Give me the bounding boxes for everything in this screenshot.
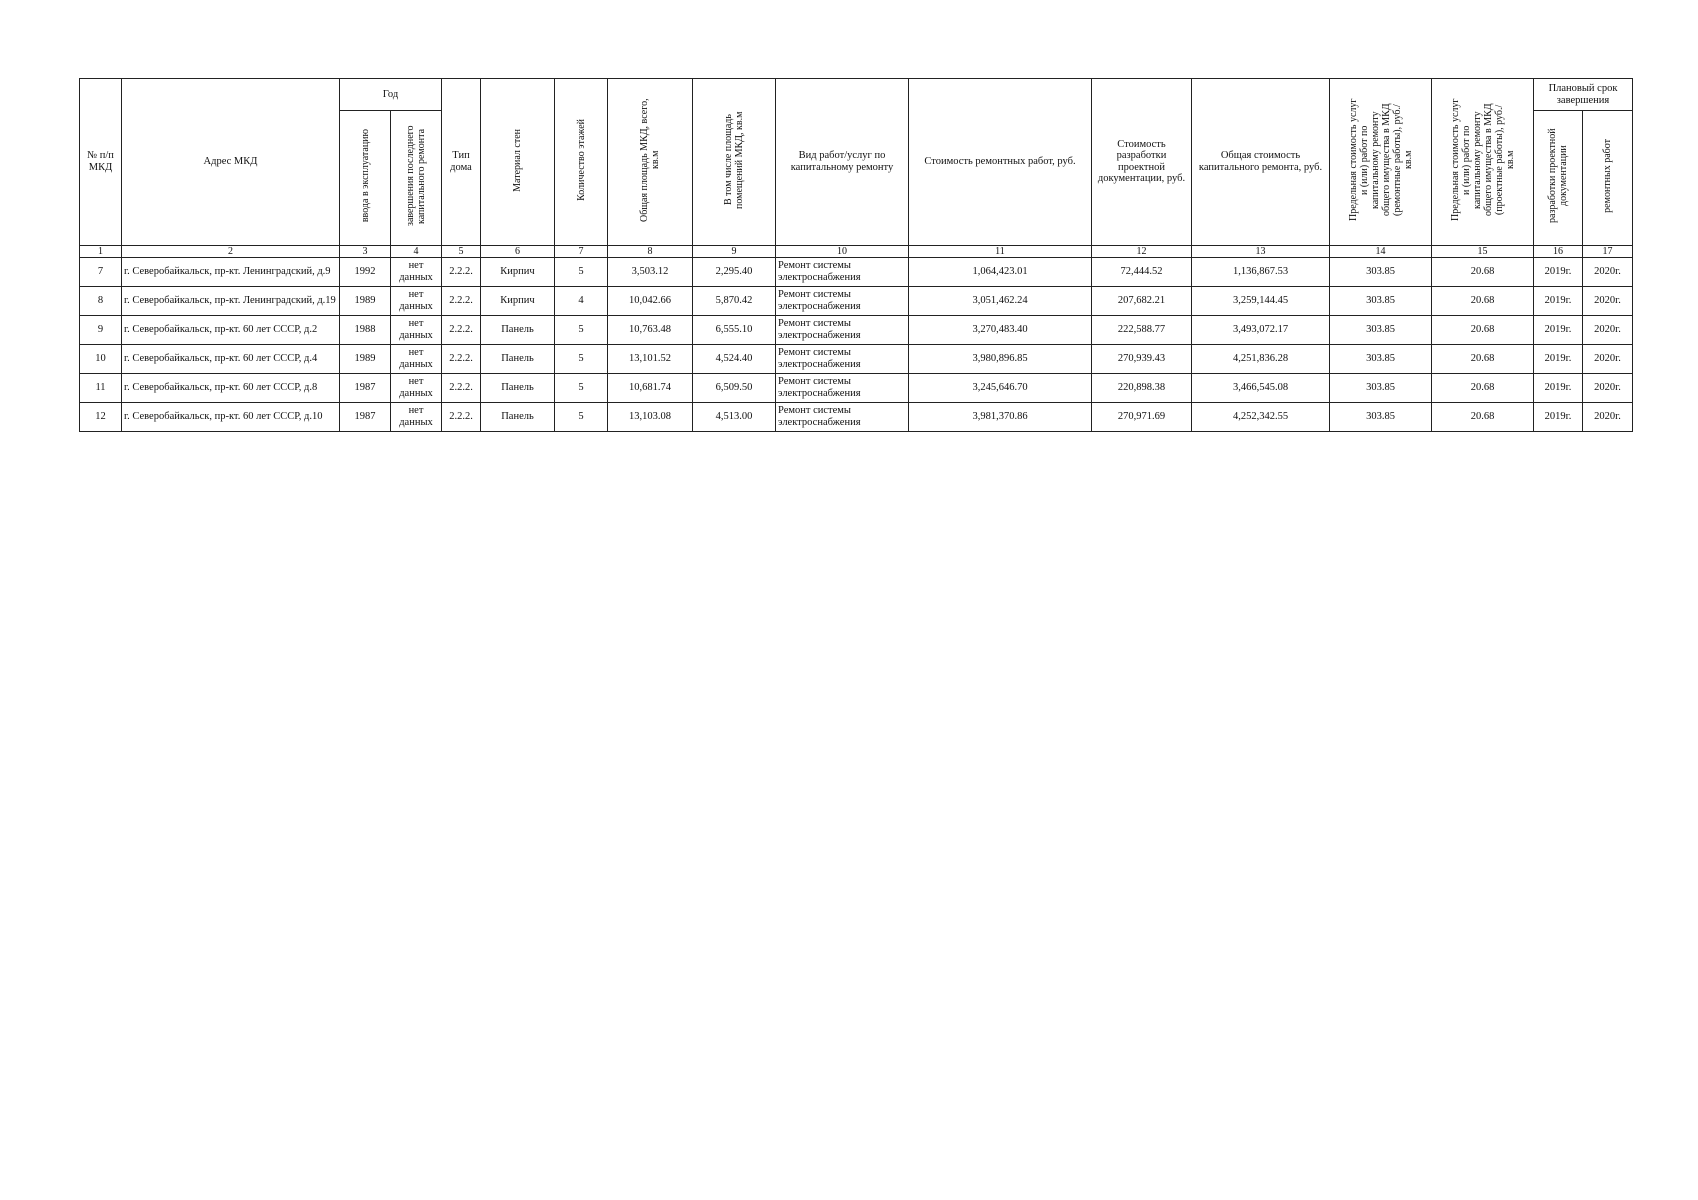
deadline-design-cell: 2019г. — [1534, 286, 1583, 315]
repair-cost-cell: 3,051,462.24 — [909, 286, 1092, 315]
address-cell: г. Северобайкальск, пр-кт. 60 лет СССР, д.4 — [122, 344, 340, 373]
row-number: 7 — [80, 257, 122, 286]
total-cost-cell: 1,136,867.53 — [1192, 257, 1330, 286]
column-number: 1 — [80, 245, 122, 257]
column-number: 16 — [1534, 245, 1583, 257]
work-type-cell: Ремонт системы электроснабжения — [776, 373, 909, 402]
column-number: 17 — [1583, 245, 1633, 257]
table-row — [80, 315, 1633, 344]
column-number: 10 — [776, 245, 909, 257]
limit-design-cell: 20.68 — [1432, 315, 1534, 344]
column-number: 15 — [1432, 245, 1534, 257]
column-number: 13 — [1192, 245, 1330, 257]
house-type-cell: 2.2.2. — [442, 286, 481, 315]
total-area-cell: 3,503.12 — [608, 257, 693, 286]
limit-repair-cell: 303.85 — [1330, 402, 1432, 431]
limit-repair-cell: 303.85 — [1330, 373, 1432, 402]
column-number: 2 — [122, 245, 340, 257]
year-commission-cell: 1988 — [340, 315, 391, 344]
header-deadline-design: разработки проектной документации — [1534, 111, 1583, 246]
design-cost-cell: 72,444.52 — [1092, 257, 1192, 286]
year-commission-cell: 1987 — [340, 373, 391, 402]
header-deadline-repair: ремонтных работ — [1583, 111, 1633, 246]
header-year: Год — [340, 79, 442, 111]
work-type-cell: Ремонт системы электроснабжения — [776, 315, 909, 344]
limit-repair-cell: 303.85 — [1330, 257, 1432, 286]
address-cell: г. Северобайкальск, пр-кт. 60 лет СССР, д.2 — [122, 315, 340, 344]
year-commission-cell: 1989 — [340, 344, 391, 373]
address-cell: г. Северобайкальск, пр-кт. 60 лет СССР, д.10 — [122, 402, 340, 431]
wall-material-cell: Панель — [481, 344, 555, 373]
total-area-cell: 13,101.52 — [608, 344, 693, 373]
limit-repair-cell: 303.85 — [1330, 344, 1432, 373]
premises-area-cell: 6,509.50 — [693, 373, 776, 402]
total-cost-cell: 3,466,545.08 — [1192, 373, 1330, 402]
header-year-last-repair: завершения последнего капитального ремонта — [391, 111, 442, 246]
header-total-area: Общая площадь МКД, всего, кв.м — [608, 79, 693, 246]
total-cost-cell: 3,493,072.17 — [1192, 315, 1330, 344]
year-commission-cell: 1989 — [340, 286, 391, 315]
header-floors: Количество этажей — [555, 79, 608, 246]
premises-area-cell: 2,295.40 — [693, 257, 776, 286]
header-work-type: Вид работ/услуг по капитальному ремонту — [776, 79, 909, 246]
house-type-cell: 2.2.2. — [442, 344, 481, 373]
wall-material-cell: Панель — [481, 315, 555, 344]
limit-repair-cell: 303.85 — [1330, 315, 1432, 344]
header-deadline: Плановый срок завершения — [1534, 79, 1633, 111]
table-row — [80, 402, 1633, 431]
row-number: 12 — [80, 402, 122, 431]
header-repair-cost: Стоимость ремонтных работ, руб. — [909, 79, 1092, 246]
wall-material-cell: Панель — [481, 373, 555, 402]
repair-cost-cell: 3,980,896.85 — [909, 344, 1092, 373]
header-premises-area: В том числе площадь помещений МКД, кв.м — [693, 79, 776, 246]
deadline-repair-cell: 2020г. — [1583, 315, 1633, 344]
total-area-cell: 10,042.66 — [608, 286, 693, 315]
premises-area-cell: 6,555.10 — [693, 315, 776, 344]
column-number-row — [80, 245, 1633, 257]
table-row — [80, 373, 1633, 402]
deadline-repair-cell: 2020г. — [1583, 257, 1633, 286]
deadline-repair-cell: 2020г. — [1583, 373, 1633, 402]
total-cost-cell: 4,252,342.55 — [1192, 402, 1330, 431]
total-area-cell: 10,681.74 — [608, 373, 693, 402]
document-page — [79, 78, 1632, 432]
repair-cost-cell: 3,245,646.70 — [909, 373, 1092, 402]
house-type-cell: 2.2.2. — [442, 257, 481, 286]
header-wall-material: Материал стен — [481, 79, 555, 246]
floors-cell: 5 — [555, 402, 608, 431]
total-area-cell: 10,763.48 — [608, 315, 693, 344]
deadline-repair-cell: 2020г. — [1583, 286, 1633, 315]
address-cell: г. Северобайкальск, пр-кт. 60 лет СССР, д.8 — [122, 373, 340, 402]
deadline-design-cell: 2019г. — [1534, 315, 1583, 344]
year-commission-cell: 1987 — [340, 402, 391, 431]
capital-repair-table — [79, 78, 1633, 432]
header-address: Адрес МКД — [122, 79, 340, 246]
design-cost-cell: 207,682.21 — [1092, 286, 1192, 315]
table-row — [80, 257, 1633, 286]
limit-design-cell: 20.68 — [1432, 402, 1534, 431]
floors-cell: 5 — [555, 257, 608, 286]
column-number: 3 — [340, 245, 391, 257]
table-row — [80, 286, 1633, 315]
header-limit-design: Предельная стоимость услуг и (или) работ по капитальному ремонту общего имущества в МКД (проектные работы), руб./кв.м — [1432, 79, 1534, 246]
premises-area-cell: 4,513.00 — [693, 402, 776, 431]
year-last-repair-cell: нет данных — [391, 286, 442, 315]
floors-cell: 5 — [555, 344, 608, 373]
house-type-cell: 2.2.2. — [442, 373, 481, 402]
work-type-cell: Ремонт системы электроснабжения — [776, 402, 909, 431]
header-total-cost: Общая стоимость капитального ремонта, руб. — [1192, 79, 1330, 246]
premises-area-cell: 5,870.42 — [693, 286, 776, 315]
deadline-design-cell: 2019г. — [1534, 373, 1583, 402]
table-body — [80, 257, 1633, 431]
wall-material-cell: Панель — [481, 402, 555, 431]
design-cost-cell: 270,939.43 — [1092, 344, 1192, 373]
wall-material-cell: Кирпич — [481, 257, 555, 286]
year-last-repair-cell: нет данных — [391, 402, 442, 431]
design-cost-cell: 222,588.77 — [1092, 315, 1192, 344]
year-last-repair-cell: нет данных — [391, 344, 442, 373]
wall-material-cell: Кирпич — [481, 286, 555, 315]
address-cell: г. Северобайкальск, пр-кт. Ленинградский, д.19 — [122, 286, 340, 315]
floors-cell: 5 — [555, 373, 608, 402]
work-type-cell: Ремонт системы электроснабжения — [776, 257, 909, 286]
total-cost-cell: 3,259,144.45 — [1192, 286, 1330, 315]
year-commission-cell: 1992 — [340, 257, 391, 286]
total-cost-cell: 4,251,836.28 — [1192, 344, 1330, 373]
total-area-cell: 13,103.08 — [608, 402, 693, 431]
design-cost-cell: 220,898.38 — [1092, 373, 1192, 402]
row-number: 11 — [80, 373, 122, 402]
address-cell: г. Северобайкальск, пр-кт. Ленинградский, д.9 — [122, 257, 340, 286]
limit-design-cell: 20.68 — [1432, 344, 1534, 373]
row-number: 9 — [80, 315, 122, 344]
limit-design-cell: 20.68 — [1432, 257, 1534, 286]
column-number: 14 — [1330, 245, 1432, 257]
deadline-design-cell: 2019г. — [1534, 402, 1583, 431]
row-number: 10 — [80, 344, 122, 373]
deadline-design-cell: 2019г. — [1534, 344, 1583, 373]
column-number: 4 — [391, 245, 442, 257]
header-year-commission: ввода в эксплуатацию — [340, 111, 391, 246]
work-type-cell: Ремонт системы электроснабжения — [776, 344, 909, 373]
year-last-repair-cell: нет данных — [391, 257, 442, 286]
year-last-repair-cell: нет данных — [391, 373, 442, 402]
column-number: 11 — [909, 245, 1092, 257]
deadline-repair-cell: 2020г. — [1583, 402, 1633, 431]
year-last-repair-cell: нет данных — [391, 315, 442, 344]
header-house-type: Тип дома — [442, 79, 481, 246]
column-number: 7 — [555, 245, 608, 257]
column-number: 6 — [481, 245, 555, 257]
column-number: 8 — [608, 245, 693, 257]
limit-design-cell: 20.68 — [1432, 286, 1534, 315]
table-row — [80, 344, 1633, 373]
repair-cost-cell: 3,270,483.40 — [909, 315, 1092, 344]
deadline-repair-cell: 2020г. — [1583, 344, 1633, 373]
repair-cost-cell: 3,981,370.86 — [909, 402, 1092, 431]
work-type-cell: Ремонт системы электроснабжения — [776, 286, 909, 315]
design-cost-cell: 270,971.69 — [1092, 402, 1192, 431]
column-number: 5 — [442, 245, 481, 257]
house-type-cell: 2.2.2. — [442, 402, 481, 431]
deadline-design-cell: 2019г. — [1534, 257, 1583, 286]
header-limit-repair: Предельная стоимость услуг и (или) работ по капитальному ремонту общего имущества в МКД (ремонтные работы), руб./кв.м — [1330, 79, 1432, 246]
column-number: 9 — [693, 245, 776, 257]
row-number: 8 — [80, 286, 122, 315]
repair-cost-cell: 1,064,423.01 — [909, 257, 1092, 286]
header-num: № п/п МКД — [80, 79, 122, 246]
premises-area-cell: 4,524.40 — [693, 344, 776, 373]
limit-repair-cell: 303.85 — [1330, 286, 1432, 315]
floors-cell: 4 — [555, 286, 608, 315]
house-type-cell: 2.2.2. — [442, 315, 481, 344]
limit-design-cell: 20.68 — [1432, 373, 1534, 402]
column-number: 12 — [1092, 245, 1192, 257]
floors-cell: 5 — [555, 315, 608, 344]
header-design-cost: Стоимость разработки проектной документации, руб. — [1092, 79, 1192, 246]
